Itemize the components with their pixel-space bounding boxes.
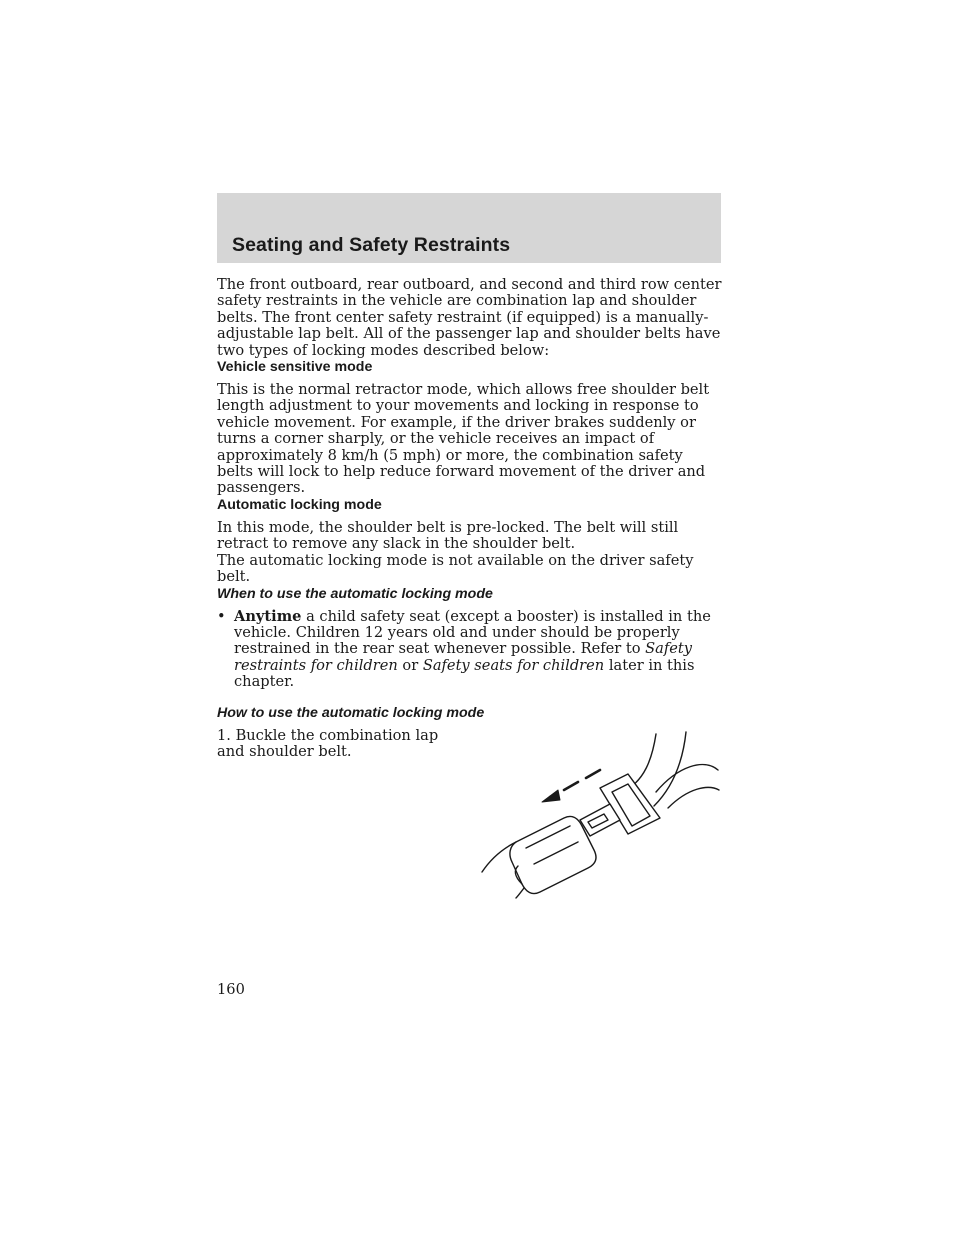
section-title: Seating and Safety Restraints [232,234,511,256]
bullet-bold-term: Anytime [234,607,302,625]
automatic-locking-paragraph-1: In this mode, the shoulder belt is pre-locked. The belt will still retract to remove any slack in the shoulder belt. [217,518,679,553]
list-item [217,609,722,691]
automatic-locking-heading: Automatic locking mode [217,496,382,513]
intro-paragraph: The front outboard, rear outboard, and second and third row center safety restraints in the vehicle are combination lap and shoulder belts. The front center safety restraint (if equipped) is a manually-adjustable lap belt. All of the passenger lap and shoulder belts have two types of locking modes described below: [217,276,722,359]
bullet-mark: • [217,607,226,625]
section-header-band [217,193,721,263]
bullet-text-a: a child safety seat (except a booster) is installed in the vehicle. Children 12 years old and under should be properly restrained in the rear seat whenever possible. Refer to [234,607,711,658]
vehicle-sensitive-heading: Vehicle sensitive mode [217,359,373,376]
bullet-text [234,609,722,691]
when-to-use-heading: When to use the automatic locking mode [217,585,493,602]
page-number: 160 [217,981,245,998]
bullet-text-c: later in this chapter. [234,656,695,691]
how-to-use-heading: How to use the automatic locking mode [217,704,485,721]
seatbelt-buckle-icon [478,730,724,900]
vehicle-sensitive-paragraph: This is the normal retractor mode, which allows free shoulder belt length adjustment to your movements and locking in response to vehicle movement. For example, if the driver brakes suddenly or turns a corner sharply, or the vehicle receives an impact of approximately 8 km/h (5 mph) or more, the combination safety belts will lock to help reduce forward movement of the driver and passengers. [217,381,710,497]
cross-reference-safety-seats: Safety seats for children [422,656,605,674]
page-content [217,277,722,760]
step-1-text: 1. Buckle the combination lap and shoulder belt. [217,726,439,760]
automatic-locking-paragraph-2: The automatic locking mode is not available on the driver safety belt. [217,551,694,586]
cross-reference-safety-restraints: Safety restraints for children [234,640,693,674]
bullet-text-b: or [397,656,423,674]
